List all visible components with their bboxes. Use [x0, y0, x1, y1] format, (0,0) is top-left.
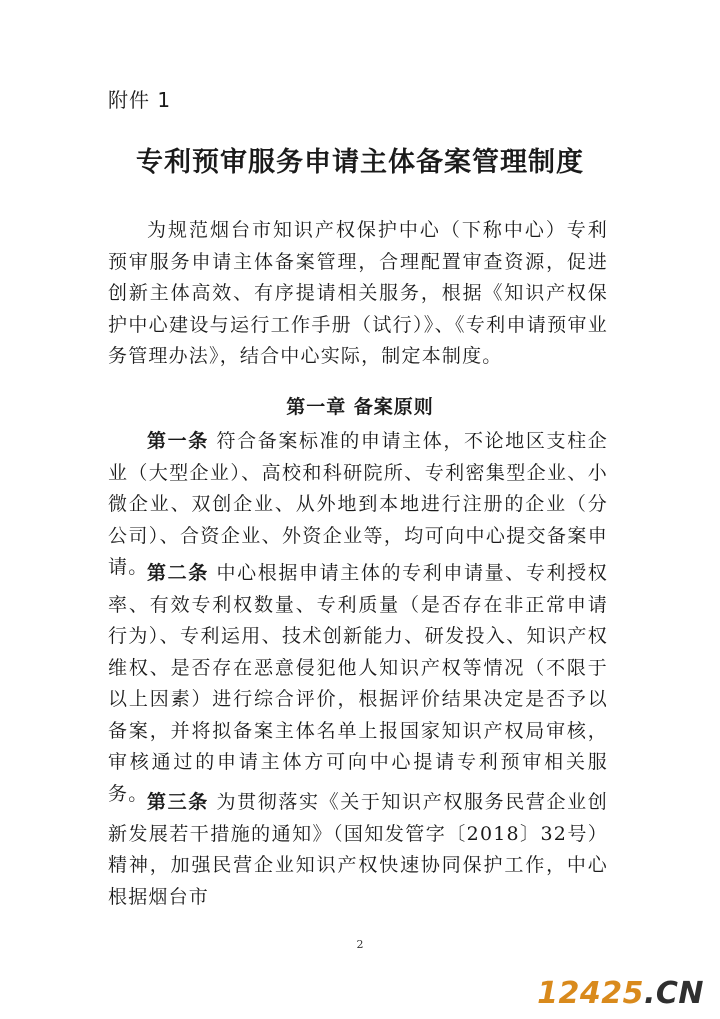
article-2 — [108, 558, 608, 810]
site-watermark — [537, 976, 704, 1011]
article-2-heading: 第二条 — [147, 562, 209, 584]
article-2-gap — [209, 562, 217, 584]
article-3-text: 为贯彻落实《关于知识产权服务民营企业创新发展若干措施的通知》（国知发管字〔2018〕32号）精神，加强民营企业知识产权快速协同保护工作，中心根据烟台市 — [108, 791, 608, 908]
article-2-text: 中心根据申请主体的专利申请量、专利授权率、有效专利权数量、专利质量（是否存在非正常申请行为）、专利运用、技术创新能力、研发投入、知识产权维权、是否存在恶意侵犯他人知识产权等情况（不限于以上因素）进行综合评价，根据评价结果决定是否予以备案，并将拟备案主体名单上报国家知识产权局审核，审核通过的申请主体方可向中心提请专利预审相关服务。 — [108, 562, 608, 805]
article-1-text: 符合备案标准的申请主体，不论地区支柱企业（大型企业）、高校和科研院所、专利密集型企业、小微企业、双创企业、从外地到本地进行注册的企业（分公司）、合资企业、外资企业等，均可向中心提交备案申请。 — [108, 430, 608, 578]
article-3-gap — [209, 791, 217, 813]
document-title: 专利预审服务申请主体备案管理制度 — [136, 147, 584, 178]
chapter-heading: 第一章 备案原则 — [286, 396, 434, 418]
attachment-label: 附件 1 — [108, 88, 172, 112]
article-3-heading: 第三条 — [147, 791, 209, 813]
watermark-digits: 12425 — [537, 976, 644, 1011]
article-1-gap — [209, 430, 217, 452]
intro-paragraph: 为规范烟台市知识产权保护中心（下称中心）专利预审服务申请主体备案管理，合理配置审查资源，促进创新主体高效、有序提请相关服务，根据《知识产权保护中心建设与运行工作手册（试行）》、《专利申请预审业务管理办法》，结合中心实际，制定本制度。 — [108, 219, 608, 367]
watermark-suffix: .CN — [643, 976, 704, 1011]
article-3 — [108, 787, 608, 913]
page-number: 2 — [356, 938, 364, 951]
article-1-heading: 第一条 — [147, 430, 209, 452]
